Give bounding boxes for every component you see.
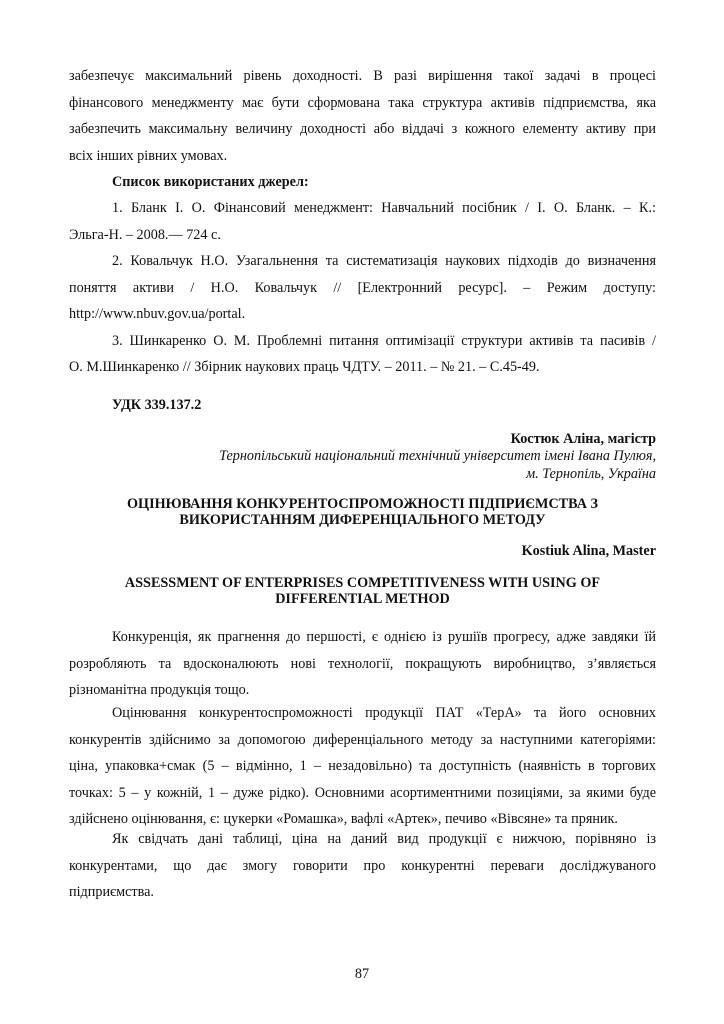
reference-line: О. М.Шинкаренко // Збірник наукових праць ЧДТУ. – 2011. – № 21. – С.45-49. [69, 359, 540, 375]
affiliation-line: Тернопільський національний технічний університет імені Івана Пулюя, [219, 448, 656, 464]
intro-line: фінансового менеджменту має бути сформована така структура активів підприємства, яка [69, 94, 656, 111]
title-line: ASSESSMENT OF ENTERPRISES COMPETITIVENESS WITH USING OF [124, 575, 601, 591]
title-line: ВИКОРИСТАННЯМ ДИФЕРЕНЦІАЛЬНОГО МЕТОДУ [179, 512, 546, 528]
body-line: ціна, упаковка+смак (5 – відмінно, 1 – незадовільно) та доступність (наявність в торгових [69, 758, 656, 774]
intro-line: всіх інших рівних умовах. [69, 147, 228, 164]
references-heading [69, 169, 699, 196]
body-paragraph [69, 624, 656, 704]
author-ua [69, 430, 656, 448]
reference-line: поняття активи / Н.О. Ковальчук // [Електронний ресурс]. – Режим доступу: [69, 279, 656, 296]
author-ua-text: Костюк Аліна, магістр [510, 431, 656, 447]
author-en [69, 542, 656, 560]
article-title-ua [69, 496, 656, 528]
body-line: конкурентами, що дає змогу говорити про конкурентні переваги досліджуваного [69, 857, 656, 874]
title-line: ОЦІНЮВАННЯ КОНКУРЕНТОСПРОМОЖНОСТІ ПІДПРИЄМСТВА З [127, 496, 598, 512]
reference-item [69, 248, 656, 328]
body-paragraph [69, 826, 656, 906]
reference-line: 3. Шинкаренко О. М. Проблемні питання оптимізації структури активів та пасивів / [112, 332, 656, 349]
body-line: підприємства. [69, 884, 154, 900]
reference-item [69, 195, 656, 248]
title-line: DIFFERENTIAL METHOD [275, 591, 450, 607]
affiliation-line: м. Тернопіль, Україна [526, 466, 656, 482]
page-number: 87 [354, 966, 370, 982]
body-line: Оцінювання конкурентоспроможності продукції ПАТ «ТерА» та його основних [112, 705, 656, 721]
intro-line: забезпечує максимальний рівень доходності. В разі вирішення такої задачі в процесі [69, 68, 656, 84]
intro-paragraph [69, 63, 656, 169]
reference-line: 1. Бланк І. О. Фінансовий менеджмент: Навчальний посібник / І. О. Бланк. – К.: [112, 200, 656, 216]
udk-code [69, 396, 699, 414]
references-heading-text: Список використаних джерел: [112, 174, 309, 190]
reference-line: 2. Ковальчук Н.О. Узагальнення та систематизація наукових підходів до визначення [112, 253, 656, 269]
body-line: різноманітна продукція тощо. [69, 682, 250, 698]
body-paragraph [69, 700, 656, 833]
reference-line: http://www.nbuv.gov.ua/portal. [69, 306, 246, 322]
body-line: точках: 5 – у кожній, 1 – дуже рідко). Основними асортиментними позиціями, за якими буде [69, 784, 656, 801]
body-line: конкурентів здійснимо за допомогою диференціального методу за наступними категоріями: [69, 731, 656, 748]
body-line: здійснено оцінювання, є: цукерки «Ромашка», вафлі «Артек», печиво «Вівсяне» та пряник. [69, 811, 618, 827]
author-en-text: Kostiuk Alina, Master [521, 543, 656, 559]
affiliation [69, 447, 656, 483]
reference-line: Эльга-Н. – 2008.— 724 с. [69, 226, 221, 243]
body-line: Конкуренція, як прагнення до першості, є однією із рушіїв прогресу, адже завдяки їй [112, 629, 656, 645]
intro-line: забезпечить максимальну величину доходності або віддачі з кожного елементу активу при [69, 121, 656, 137]
article-title-en [69, 575, 656, 607]
references-list [69, 195, 656, 381]
body-line: Як свідчать дані таблиці, ціна на даний вид продукції є нижчою, порівняно із [112, 831, 656, 847]
body-line: розробляють та вдосконалюють нові технології, покращують виробництво, з’являється [69, 655, 656, 672]
reference-item [69, 328, 656, 381]
udk-text: УДК 339.137.2 [112, 397, 202, 413]
